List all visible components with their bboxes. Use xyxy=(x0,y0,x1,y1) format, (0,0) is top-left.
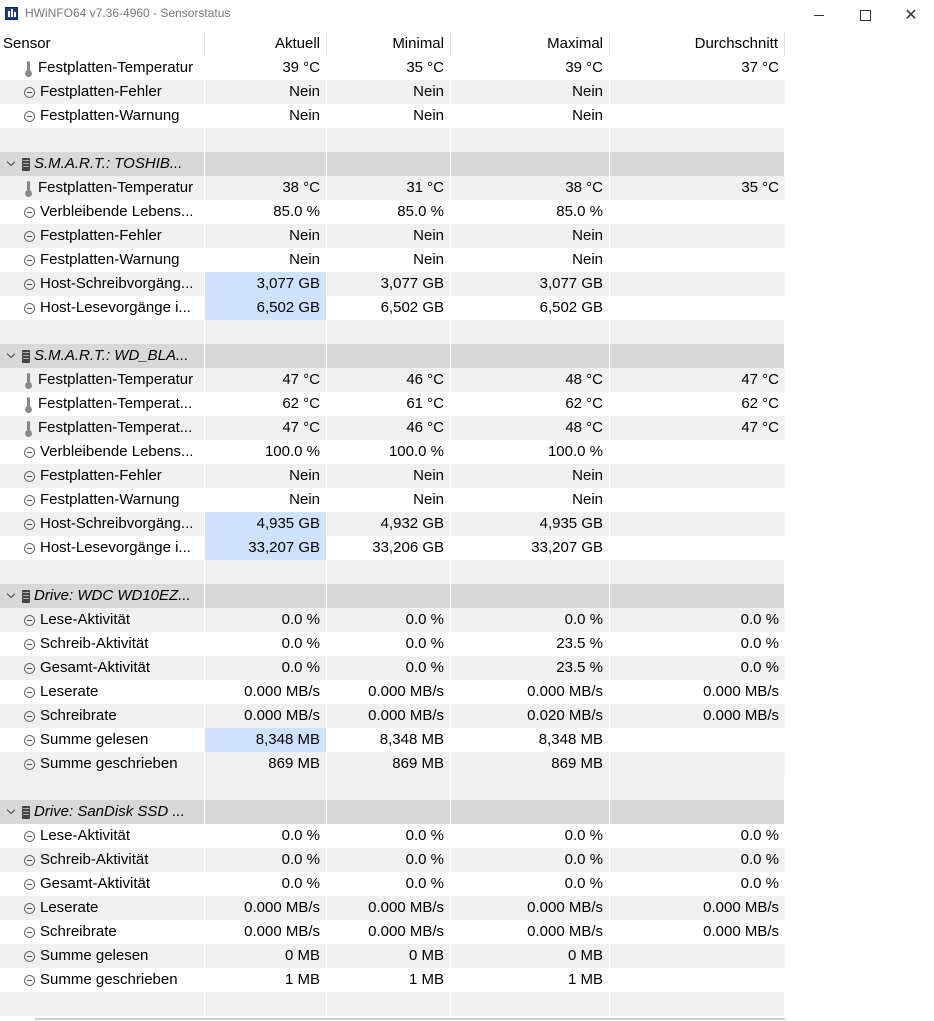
value-maximal: Nein xyxy=(451,80,610,104)
value-minimal: Nein xyxy=(327,488,451,512)
sensor-label: Festplatten-Temperatur xyxy=(38,59,194,77)
value-minimal: 0.000 MB/s xyxy=(327,704,451,728)
value-aktuell: 39 °C xyxy=(205,56,327,80)
value-maximal: 23.5 % xyxy=(451,632,610,656)
status-circle-icon xyxy=(24,543,35,554)
value-aktuell: 0.0 % xyxy=(205,824,327,848)
value-minimal: 0.0 % xyxy=(327,608,451,632)
sensor-label: Summe geschrieben xyxy=(40,971,178,989)
sensor-row[interactable] xyxy=(0,248,934,272)
value-durchschnitt: 62 °C xyxy=(610,392,785,416)
value-minimal: 46 °C xyxy=(327,368,451,392)
group-cell[interactable] xyxy=(0,344,205,368)
value-minimal: 0.0 % xyxy=(327,824,451,848)
sensor-label: Lese-Aktivität xyxy=(40,611,131,629)
value-durchschnitt: 37 °C xyxy=(610,56,785,80)
column-header-sensor[interactable]: Sensor xyxy=(0,32,205,56)
sensor-row[interactable] xyxy=(0,536,934,560)
sensor-name-cell[interactable] xyxy=(0,368,205,392)
sensor-name-cell[interactable] xyxy=(0,872,205,896)
value-aktuell: 85.0 % xyxy=(205,200,327,224)
status-circle-icon xyxy=(24,951,35,962)
sensor-row[interactable] xyxy=(0,104,934,128)
sensor-label: Lese-Aktivität xyxy=(40,827,131,845)
horizontal-scrollbar-track[interactable] xyxy=(35,1018,785,1020)
sensor-label: Leserate xyxy=(40,899,99,917)
value-aktuell: 0.000 MB/s xyxy=(205,920,327,944)
sensor-row[interactable] xyxy=(0,704,934,728)
value-maximal: 0.0 % xyxy=(451,608,610,632)
status-circle-icon xyxy=(24,855,35,866)
value-aktuell: 0.0 % xyxy=(205,848,327,872)
value-durchschnitt xyxy=(610,752,785,776)
value-maximal: 62 °C xyxy=(451,392,610,416)
sensor-name-cell[interactable] xyxy=(0,632,205,656)
sensor-label: Festplatten-Warnung xyxy=(40,107,180,125)
value-aktuell: 38 °C xyxy=(205,176,327,200)
value-minimal: Nein xyxy=(327,104,451,128)
sensor-label: Festplatten-Fehler xyxy=(40,467,162,485)
value-minimal: 0.0 % xyxy=(327,848,451,872)
sensor-row[interactable] xyxy=(0,56,934,80)
value-minimal: 35 °C xyxy=(327,56,451,80)
column-header-durchschnitt[interactable]: Durchschnitt xyxy=(610,32,785,56)
sensor-row[interactable] xyxy=(0,176,934,200)
value-minimal: Nein xyxy=(327,224,451,248)
value-maximal: 39 °C xyxy=(451,56,610,80)
sensor-label: Gesamt-Aktivität xyxy=(40,875,151,893)
sensor-label: Festplatten-Temperatur xyxy=(38,371,194,389)
sensor-row[interactable] xyxy=(0,728,934,752)
value-maximal: 85.0 % xyxy=(451,200,610,224)
value-maximal: 0.0 % xyxy=(451,824,610,848)
value-durchschnitt: 0.000 MB/s xyxy=(610,680,785,704)
minimize-icon xyxy=(814,15,824,16)
value-minimal: Nein xyxy=(327,248,451,272)
value-minimal: 0 MB xyxy=(327,944,451,968)
sensor-label: Festplatten-Temperatur xyxy=(38,179,194,197)
sensor-label: Summe gelesen xyxy=(40,947,149,965)
sensor-label: Summe gelesen xyxy=(40,731,149,749)
spacer-row xyxy=(0,320,934,344)
value-maximal: 4,935 GB xyxy=(451,512,610,536)
chevron-down-icon[interactable] xyxy=(6,351,16,361)
sensor-name-cell[interactable] xyxy=(0,272,205,296)
group-label: S.M.A.R.T.: TOSHIB... xyxy=(34,155,183,173)
value-durchschnitt: 47 °C xyxy=(610,416,785,440)
sensor-row[interactable] xyxy=(0,416,934,440)
status-circle-icon xyxy=(24,879,35,890)
value-maximal: 0.0 % xyxy=(451,848,610,872)
value-durchschnitt xyxy=(610,944,785,968)
thermometer-icon xyxy=(23,420,35,437)
value-minimal: 0.0 % xyxy=(327,872,451,896)
value-minimal: 0.0 % xyxy=(327,656,451,680)
value-aktuell: 0.000 MB/s xyxy=(205,680,327,704)
value-maximal: 48 °C xyxy=(451,368,610,392)
drive-icon xyxy=(22,806,30,819)
sensor-name-cell[interactable] xyxy=(0,896,205,920)
value-durchschnitt xyxy=(610,440,785,464)
value-durchschnitt: 0.0 % xyxy=(610,656,785,680)
sensor-label: Host-Schreibvorgäng... xyxy=(40,275,194,293)
value-minimal: 85.0 % xyxy=(327,200,451,224)
status-circle-icon xyxy=(24,471,35,482)
sensor-name-cell[interactable] xyxy=(0,176,205,200)
sensor-row[interactable] xyxy=(0,80,934,104)
value-durchschnitt: 47 °C xyxy=(610,368,785,392)
sensor-name-cell[interactable] xyxy=(0,56,205,80)
value-minimal: 0.000 MB/s xyxy=(327,896,451,920)
value-maximal: Nein xyxy=(451,104,610,128)
minimize-button[interactable] xyxy=(796,0,842,30)
sensor-label: Schreib-Aktivität xyxy=(40,635,149,653)
sensor-label: Gesamt-Aktivität xyxy=(40,659,151,677)
value-aktuell: 0.0 % xyxy=(205,608,327,632)
sensor-label: Host-Lesevorgänge i... xyxy=(40,539,191,557)
sensor-name-cell[interactable] xyxy=(0,200,205,224)
sensor-name-cell[interactable] xyxy=(0,656,205,680)
sensor-name-cell[interactable] xyxy=(0,464,205,488)
close-button[interactable]: ✕ xyxy=(904,7,918,24)
sensor-row[interactable] xyxy=(0,944,934,968)
value-maximal: Nein xyxy=(451,464,610,488)
value-aktuell: 3,077 GB xyxy=(205,272,327,296)
status-circle-icon xyxy=(24,111,35,122)
sensor-row[interactable] xyxy=(0,440,934,464)
value-maximal: 0.000 MB/s xyxy=(451,896,610,920)
value-aktuell: Nein xyxy=(205,104,327,128)
value-minimal: 3,077 GB xyxy=(327,272,451,296)
hwinfo-app-icon xyxy=(5,7,18,20)
value-minimal: 61 °C xyxy=(327,392,451,416)
sensor-name-cell[interactable] xyxy=(0,752,205,776)
value-durchschnitt xyxy=(610,536,785,560)
value-maximal: 0.000 MB/s xyxy=(451,920,610,944)
status-circle-icon xyxy=(24,231,35,242)
status-circle-icon xyxy=(24,735,35,746)
value-durchschnitt xyxy=(610,272,785,296)
value-durchschnitt xyxy=(610,80,785,104)
value-minimal: 0.0 % xyxy=(327,632,451,656)
value-minimal: 6,502 GB xyxy=(327,296,451,320)
status-circle-icon xyxy=(24,663,35,674)
status-circle-icon xyxy=(24,495,35,506)
sensor-name-cell[interactable] xyxy=(0,920,205,944)
status-circle-icon xyxy=(24,615,35,626)
value-maximal: 0.020 MB/s xyxy=(451,704,610,728)
status-circle-icon xyxy=(24,255,35,266)
value-maximal: 0 MB xyxy=(451,944,610,968)
sensor-label: Festplatten-Fehler xyxy=(40,83,162,101)
drive-icon xyxy=(22,350,30,363)
sensor-name-cell[interactable] xyxy=(0,536,205,560)
sensor-name-cell[interactable] xyxy=(0,704,205,728)
maximize-icon xyxy=(860,10,871,21)
sensor-name-cell[interactable] xyxy=(0,104,205,128)
status-circle-icon xyxy=(24,903,35,914)
status-circle-icon xyxy=(24,759,35,770)
status-circle-icon xyxy=(24,87,35,98)
value-minimal: 8,348 MB xyxy=(327,728,451,752)
chevron-down-icon[interactable] xyxy=(6,159,16,169)
value-maximal: 38 °C xyxy=(451,176,610,200)
sensor-name-cell[interactable] xyxy=(0,416,205,440)
sensor-row[interactable] xyxy=(0,368,934,392)
value-durchschnitt xyxy=(610,488,785,512)
value-aktuell: Nein xyxy=(205,488,327,512)
value-durchschnitt xyxy=(610,728,785,752)
value-maximal: 8,348 MB xyxy=(451,728,610,752)
status-circle-icon xyxy=(24,447,35,458)
sensor-label: Host-Schreibvorgäng... xyxy=(40,515,194,533)
value-aktuell: 0.0 % xyxy=(205,656,327,680)
thermometer-icon xyxy=(23,396,35,413)
status-circle-icon xyxy=(24,687,35,698)
value-durchschnitt: 0.000 MB/s xyxy=(610,920,785,944)
value-aktuell: 0.000 MB/s xyxy=(205,704,327,728)
sensor-row[interactable] xyxy=(0,920,934,944)
value-maximal: 100.0 % xyxy=(451,440,610,464)
sensor-row[interactable] xyxy=(0,200,934,224)
sensor-row[interactable] xyxy=(0,968,934,992)
group-label: S.M.A.R.T.: WD_BLA... xyxy=(34,347,189,365)
spacer-row xyxy=(0,776,934,800)
status-circle-icon xyxy=(24,279,35,290)
sensor-rows xyxy=(0,56,934,1016)
value-aktuell: Nein xyxy=(205,224,327,248)
status-circle-icon xyxy=(24,639,35,650)
sensor-name-cell[interactable] xyxy=(0,392,205,416)
sensor-grid xyxy=(0,32,934,1016)
value-aktuell: 6,502 GB xyxy=(205,296,327,320)
value-maximal: 1 MB xyxy=(451,968,610,992)
value-minimal: 0.000 MB/s xyxy=(327,680,451,704)
value-durchschnitt xyxy=(610,296,785,320)
sensor-group-row[interactable] xyxy=(0,344,934,368)
value-durchschnitt: 0.0 % xyxy=(610,824,785,848)
status-circle-icon xyxy=(24,711,35,722)
value-durchschnitt: 35 °C xyxy=(610,176,785,200)
value-aktuell: 0.0 % xyxy=(205,872,327,896)
value-maximal: 0.0 % xyxy=(451,872,610,896)
value-minimal: 46 °C xyxy=(327,416,451,440)
sensor-label: Summe geschrieben xyxy=(40,755,178,773)
value-aktuell: 62 °C xyxy=(205,392,327,416)
sensor-name-cell[interactable] xyxy=(0,440,205,464)
status-circle-icon xyxy=(24,927,35,938)
maximize-button[interactable] xyxy=(842,0,888,30)
sensor-label: Festplatten-Fehler xyxy=(40,227,162,245)
sensor-row[interactable] xyxy=(0,632,934,656)
sensor-group-row[interactable] xyxy=(0,152,934,176)
value-maximal: Nein xyxy=(451,488,610,512)
value-aktuell: 869 MB xyxy=(205,752,327,776)
sensor-label: Leserate xyxy=(40,683,99,701)
chevron-down-icon[interactable] xyxy=(6,591,16,601)
sensor-row[interactable] xyxy=(0,824,934,848)
value-maximal: 33,207 GB xyxy=(451,536,610,560)
value-aktuell: 4,935 GB xyxy=(205,512,327,536)
sensor-row[interactable] xyxy=(0,848,934,872)
value-aktuell: 100.0 % xyxy=(205,440,327,464)
group-cell[interactable] xyxy=(0,152,205,176)
value-durchschnitt xyxy=(610,512,785,536)
sensor-row[interactable] xyxy=(0,608,934,632)
value-durchschnitt xyxy=(610,248,785,272)
group-label: Drive: WDC WD10EZ... xyxy=(34,587,191,605)
value-aktuell: 1 MB xyxy=(205,968,327,992)
sensor-label: Festplatten-Temperat... xyxy=(38,395,193,413)
value-durchschnitt xyxy=(610,104,785,128)
sensor-label: Schreib-Aktivität xyxy=(40,851,149,869)
sensor-name-cell[interactable] xyxy=(0,968,205,992)
sensor-group-row[interactable] xyxy=(0,584,934,608)
value-durchschnitt xyxy=(610,200,785,224)
sensor-label: Festplatten-Temperat... xyxy=(38,419,193,437)
value-minimal: Nein xyxy=(327,80,451,104)
thermometer-icon xyxy=(23,60,35,77)
window-title: HWiNFO64 v7.36-4960 - Sensorstatus xyxy=(25,6,231,20)
sensor-name-cell[interactable] xyxy=(0,224,205,248)
sensor-name-cell[interactable] xyxy=(0,80,205,104)
value-aktuell: 47 °C xyxy=(205,368,327,392)
drive-icon xyxy=(22,590,30,603)
sensor-row[interactable] xyxy=(0,512,934,536)
sensor-name-cell[interactable] xyxy=(0,512,205,536)
chevron-down-icon[interactable] xyxy=(6,807,16,817)
sensor-group-row[interactable] xyxy=(0,800,934,824)
thermometer-icon xyxy=(23,180,35,197)
value-durchschnitt: 0.000 MB/s xyxy=(610,704,785,728)
value-durchschnitt xyxy=(610,464,785,488)
value-maximal: 23.5 % xyxy=(451,656,610,680)
value-aktuell: Nein xyxy=(205,80,327,104)
sensor-name-cell[interactable] xyxy=(0,680,205,704)
sensor-name-cell[interactable] xyxy=(0,488,205,512)
sensor-name-cell[interactable] xyxy=(0,608,205,632)
value-durchschnitt xyxy=(610,968,785,992)
value-minimal: Nein xyxy=(327,464,451,488)
value-aktuell: 8,348 MB xyxy=(205,728,327,752)
value-maximal: 3,077 GB xyxy=(451,272,610,296)
column-header-row xyxy=(0,32,934,56)
group-cell[interactable] xyxy=(0,584,205,608)
value-durchschnitt: 0.0 % xyxy=(610,872,785,896)
sensor-label: Schreibrate xyxy=(40,707,117,725)
sensor-name-cell[interactable] xyxy=(0,296,205,320)
sensor-label: Festplatten-Warnung xyxy=(40,251,180,269)
value-maximal: 0.000 MB/s xyxy=(451,680,610,704)
sensor-label: Festplatten-Warnung xyxy=(40,491,180,509)
value-aktuell: Nein xyxy=(205,248,327,272)
value-minimal: 100.0 % xyxy=(327,440,451,464)
value-maximal: 6,502 GB xyxy=(451,296,610,320)
group-cell[interactable] xyxy=(0,800,205,824)
sensor-name-cell[interactable] xyxy=(0,944,205,968)
value-durchschnitt: 0.000 MB/s xyxy=(610,896,785,920)
value-minimal: 869 MB xyxy=(327,752,451,776)
value-aktuell: 0 MB xyxy=(205,944,327,968)
sensor-row[interactable] xyxy=(0,896,934,920)
value-aktuell: 33,207 GB xyxy=(205,536,327,560)
value-minimal: 4,932 GB xyxy=(327,512,451,536)
sensor-label: Verbleibende Lebens... xyxy=(40,443,194,461)
drive-icon xyxy=(22,158,30,171)
title-bar xyxy=(0,0,934,30)
value-maximal: Nein xyxy=(451,248,610,272)
sensor-name-cell[interactable] xyxy=(0,848,205,872)
value-maximal: 869 MB xyxy=(451,752,610,776)
value-maximal: 48 °C xyxy=(451,416,610,440)
sensor-label: Verbleibende Lebens... xyxy=(40,203,194,221)
status-circle-icon xyxy=(24,831,35,842)
sensor-row[interactable] xyxy=(0,872,934,896)
value-minimal: 1 MB xyxy=(327,968,451,992)
spacer-row xyxy=(0,560,934,584)
sensor-row[interactable] xyxy=(0,488,934,512)
sensor-row[interactable] xyxy=(0,752,934,776)
value-durchschnitt xyxy=(610,224,785,248)
sensor-label: Schreibrate xyxy=(40,923,117,941)
spacer-row xyxy=(0,992,934,1016)
status-circle-icon xyxy=(24,519,35,530)
value-durchschnitt: 0.0 % xyxy=(610,608,785,632)
value-minimal: 31 °C xyxy=(327,176,451,200)
column-header-aktuell[interactable]: Aktuell xyxy=(205,32,327,56)
sensor-row[interactable] xyxy=(0,656,934,680)
sensor-name-cell[interactable] xyxy=(0,728,205,752)
thermometer-icon xyxy=(23,372,35,389)
sensor-row[interactable] xyxy=(0,272,934,296)
sensor-row[interactable] xyxy=(0,464,934,488)
status-circle-icon xyxy=(24,207,35,218)
spacer-row xyxy=(0,128,934,152)
status-circle-icon xyxy=(24,303,35,314)
value-durchschnitt: 0.0 % xyxy=(610,632,785,656)
column-header-minimal[interactable]: Minimal xyxy=(327,32,451,56)
sensor-row[interactable] xyxy=(0,680,934,704)
value-minimal: 0.000 MB/s xyxy=(327,920,451,944)
value-durchschnitt: 0.0 % xyxy=(610,848,785,872)
value-aktuell: 47 °C xyxy=(205,416,327,440)
value-aktuell: 0.000 MB/s xyxy=(205,896,327,920)
sensor-name-cell[interactable] xyxy=(0,824,205,848)
value-maximal: Nein xyxy=(451,224,610,248)
value-minimal: 33,206 GB xyxy=(327,536,451,560)
sensor-row[interactable] xyxy=(0,296,934,320)
sensor-name-cell[interactable] xyxy=(0,248,205,272)
value-aktuell: Nein xyxy=(205,464,327,488)
sensor-row[interactable] xyxy=(0,392,934,416)
sensor-label: Host-Lesevorgänge i... xyxy=(40,299,191,317)
group-label: Drive: SanDisk SSD ... xyxy=(34,803,185,821)
status-circle-icon xyxy=(24,975,35,986)
value-aktuell: 0.0 % xyxy=(205,632,327,656)
sensor-row[interactable] xyxy=(0,224,934,248)
column-header-maximal[interactable]: Maximal xyxy=(451,32,610,56)
